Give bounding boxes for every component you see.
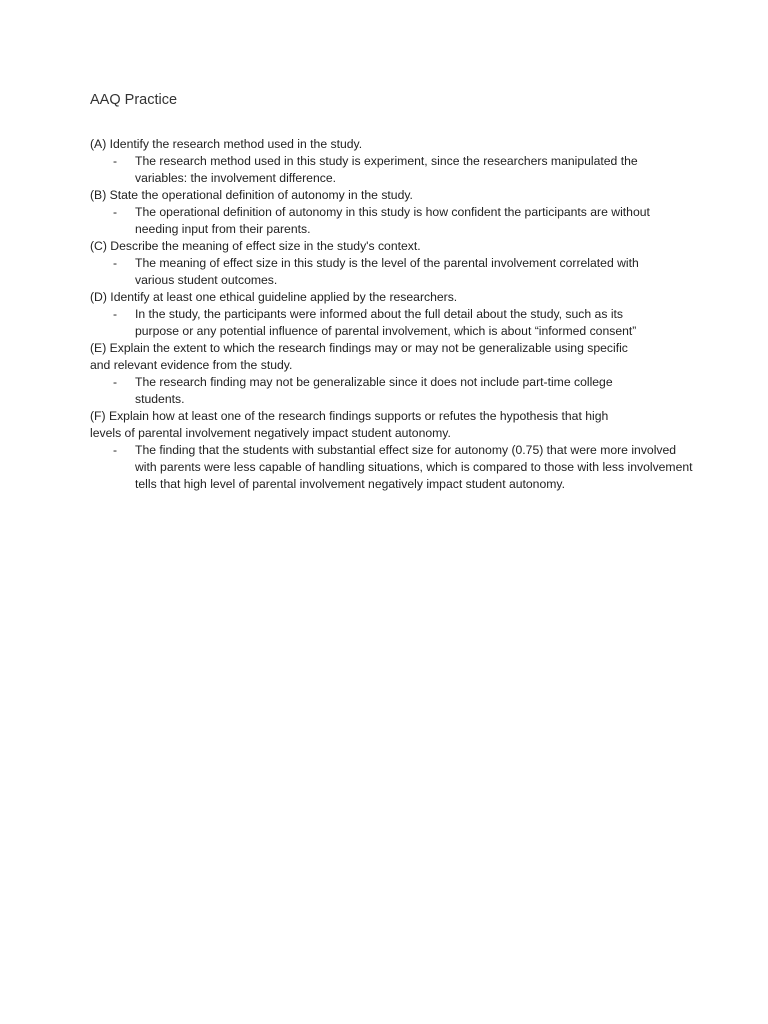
question-d: [90, 289, 688, 340]
bullet-dash: -: [113, 154, 118, 168]
answer-item: [90, 153, 665, 187]
question-e: [90, 340, 688, 408]
question-f: [90, 408, 693, 493]
question-prompt: (F) Explain how at least one of the research findings supports or refutes the hypothesis that high levels of parental involvement negatively impact student autonomy.: [90, 409, 609, 440]
bullet-dash: -: [113, 375, 118, 389]
bullet-dash: -: [113, 256, 118, 270]
answer-text: The research finding may not be generalizable since it does not include part-time college students.: [135, 375, 613, 406]
bullet-dash: -: [113, 443, 118, 457]
answer-item: [90, 204, 677, 238]
question-prompt: (E) Explain the extent to which the research findings may or may not be generalizable using specific and relevant evidence from the study.: [90, 341, 628, 372]
answer-text: The meaning of effect size in this study is the level of the parental involvement correlated with various student outcomes.: [135, 256, 639, 287]
answer-item: [90, 255, 665, 289]
answer-text: The operational definition of autonomy in this study is how confident the participants are without needing input from their parents.: [135, 205, 650, 236]
question-b: [90, 187, 688, 238]
question-prompt: (C) Describe the meaning of effect size in the study's context.: [90, 239, 421, 253]
answer-item: [90, 442, 695, 493]
bullet-dash: -: [113, 307, 118, 321]
question-prompt: (D) Identify at least one ethical guideline applied by the researchers.: [90, 290, 458, 304]
question-prompt: (A) Identify the research method used in the study.: [90, 137, 363, 151]
question-list: [90, 136, 693, 493]
bullet-dash: -: [113, 205, 118, 219]
question-c: [90, 238, 688, 289]
answer-text: In the study, the participants were informed about the full detail about the study, such as its purpose or any potential influence of parental involvement, which is about “informed consent”: [135, 307, 637, 338]
answer-item: [90, 374, 655, 408]
question-prompt: (B) State the operational definition of autonomy in the study.: [90, 188, 413, 202]
answer-item: [90, 306, 670, 340]
question-a: [90, 136, 688, 187]
answer-text: The research method used in this study is experiment, since the researchers manipulated the variables: the involvement difference.: [135, 154, 638, 185]
page-title: AAQ Practice: [90, 92, 178, 108]
answer-text: The finding that the students with substantial effect size for autonomy (0.75) that were more involved with parents were less capable of handling situations, which is compared to those with less involvement tells that high level of parental involvement negatively impact student autonomy.: [135, 443, 693, 491]
